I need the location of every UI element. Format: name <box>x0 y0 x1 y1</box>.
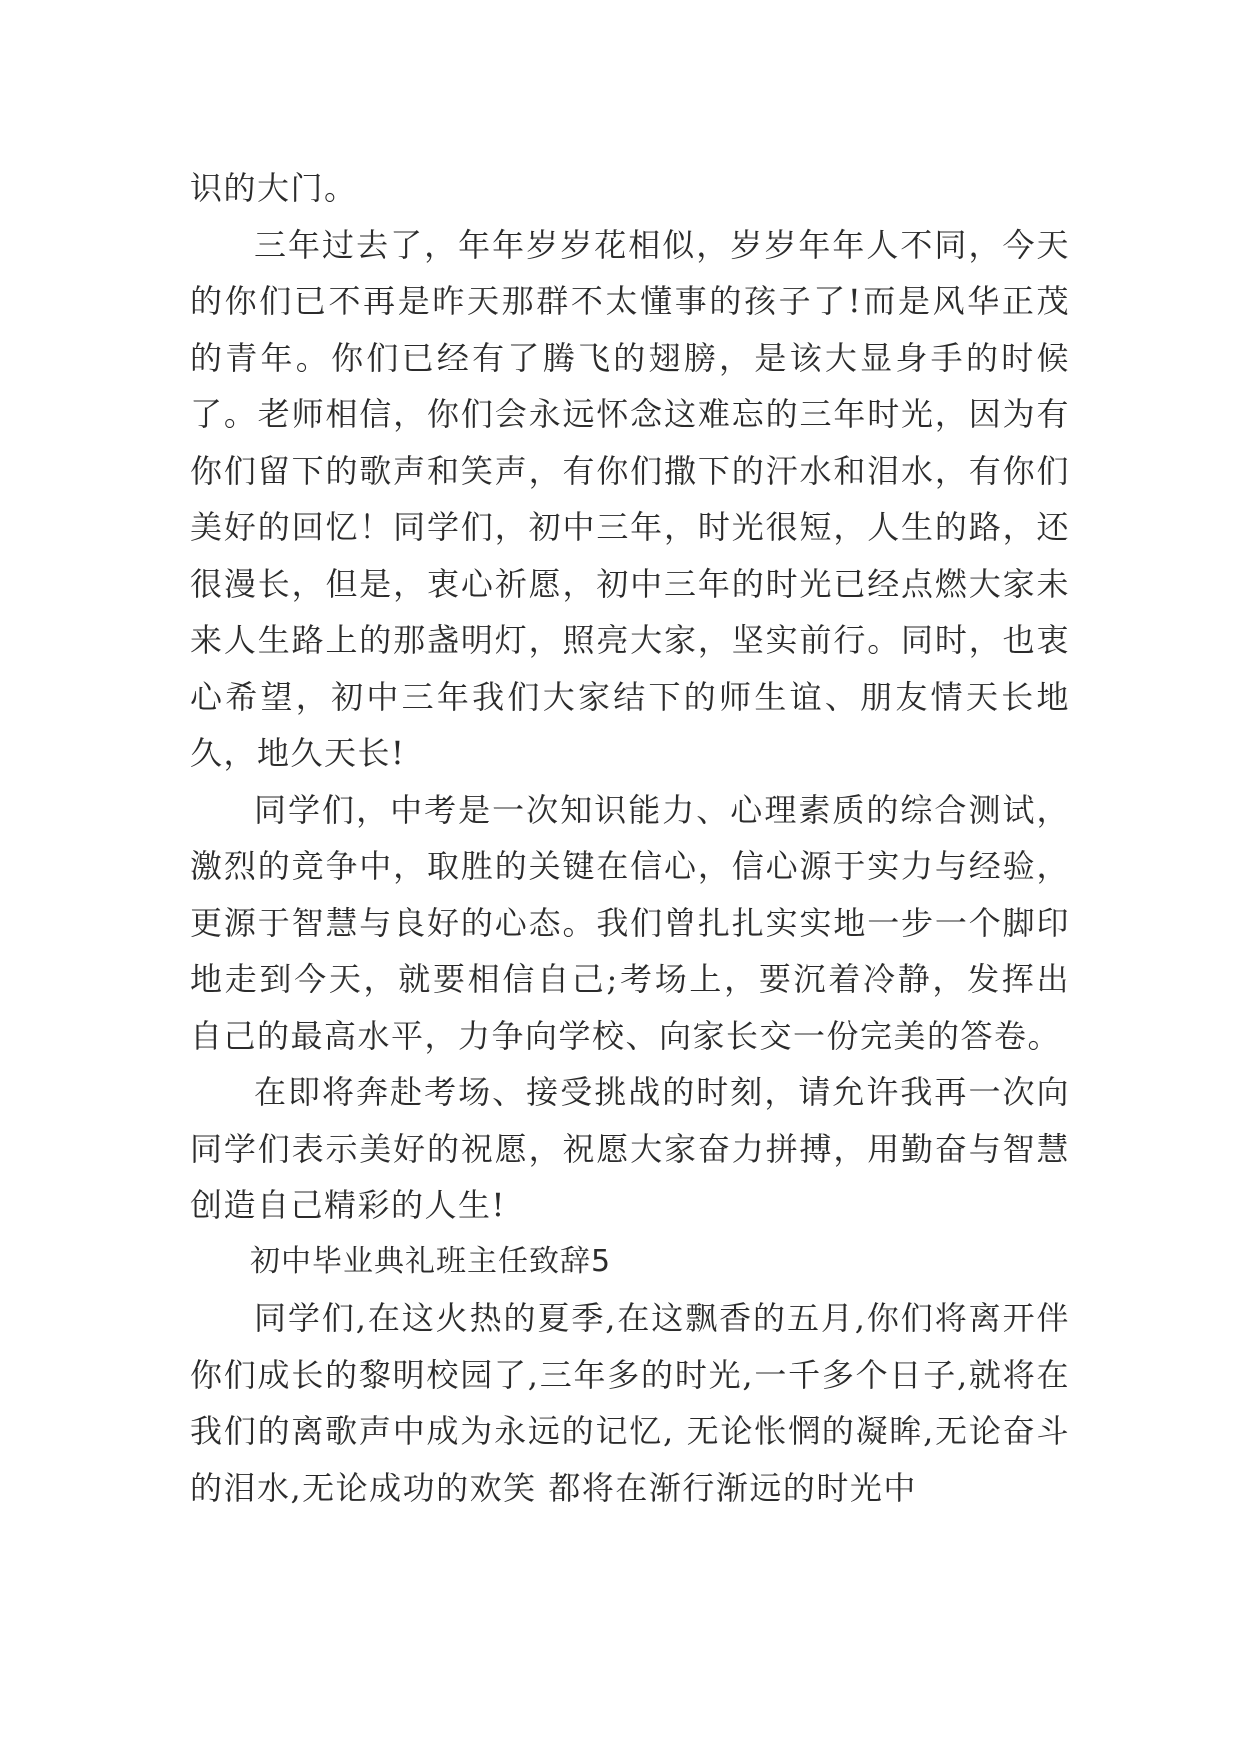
paragraph: 三年过去了，年年岁岁花相似，岁岁年年人不同，今天的你们已不再是昨天那群不太懂事的孩子了!而是风华正茂的青年。你们已经有了腾飞的翅膀，是该大显身手的时候了。老师相信，你们会永远怀念这难忘的三年时光，因为有你们留下的歌声和笑声，有你们撒下的汗水和泪水，有你们美好的回忆！同学们，初中三年，时光很短，人生的路，还很漫长，但是，衷心祈愿，初中三年的时光已经点燃大家未来人生路上的那盏明灯，照亮大家，坚实前行。同时，也衷心希望，初中三年我们大家结下的师生谊、朋友情天长地久，地久天长! <box>190 225 1070 772</box>
section-heading: 初中毕业典礼班主任致辞5 <box>250 1243 612 1279</box>
paragraph: 同学们,在这火热的夏季,在这飘香的五月,你们将离开伴你们成长的黎明校园了,三年多的时光,一千多个日子,就将在我们的离歌声中成为永远的记忆, 无论怅惘的凝眸,无论奋斗的泪水,无论成功的欢笑 都将在渐行渐远的时光中 <box>190 1299 1070 1507</box>
document-body <box>190 160 1070 1516</box>
paragraph: 在即将奔赴考场、接受挑战的时刻，请允许我再一次向同学们表示美好的祝愿，祝愿大家奋力拼搏，用勤奋与智慧创造自己精彩的人生! <box>190 1073 1070 1224</box>
paragraph: 同学们，中考是一次知识能力、心理素质的综合测试，激烈的竞争中，取胜的关键在信心，信心源于实力与经验，更源于智慧与良好的心态。我们曾扎扎实实地一步一个脚印地走到今天，就要相信自己;考场上，要沉着冷静，发挥出自己的最高水平，力争向学校、向家长交一份完美的答卷。 <box>190 790 1070 1055</box>
paragraph-continuation: 识的大门。 <box>190 169 358 207</box>
